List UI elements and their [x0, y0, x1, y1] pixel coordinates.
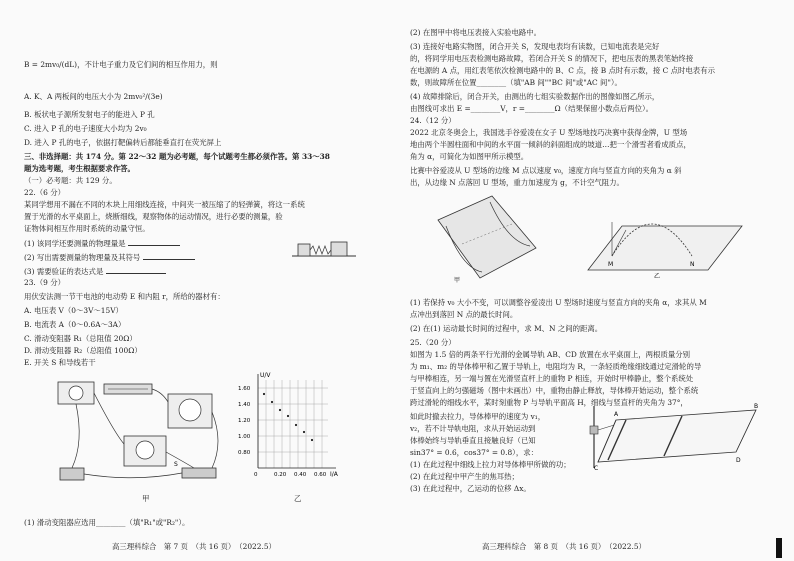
sub-question: (3) 在此过程中，乙运动的位移 Δx。 [410, 484, 531, 493]
text-line: 用伏安法测一节干电池的电动势 E 和内阻 r，所给的器材有： [24, 292, 225, 301]
option-b: B. 板状电子源所发射电子的能进入 P 孔 [24, 110, 155, 119]
sub-question-text: (2) 写出需要测量的物理量及其符号 [24, 253, 141, 262]
text-line: 地由两个半圆柱面和中间的水平面一倾斜的斜面组成的坡道…把一个滑雪者看成质点， [410, 140, 691, 149]
svg-text:A: A [614, 411, 619, 418]
text-line: 体棒始终与导轨垂直且接触良好（已知 [410, 436, 536, 445]
svg-text:N: N [690, 261, 695, 268]
figure-label: 乙 [654, 273, 661, 280]
graph-ytick: 1.00 [238, 434, 251, 440]
text-line: 出，从边缘 N 点落回 U 型场，重力加速度为 g，不计空气阻力。 [410, 178, 624, 187]
sub-question: (1) 在此过程中细线上拉力对导体棒甲所做的功； [410, 460, 571, 469]
graph-ytick: 1.60 [238, 386, 251, 392]
text-line: 数，则故障所在位置________（填"AB 间""BC 间"或"AC 间"）。 [410, 78, 622, 87]
text-line: 置于光滑的水平桌面上，烧断细线，观察物体的运动情况，进行必要的测量，验 [24, 212, 283, 221]
question-number: 24.（12 分） [410, 116, 456, 125]
question-number: 25.（20 分） [410, 338, 456, 347]
svg-text:B: B [754, 403, 759, 410]
figure-caption: 乙 [294, 494, 302, 503]
sub-question [24, 238, 180, 249]
text-line: 比赛中谷爱凌从 U 型场的边缘 M 点以速度 v₀，速度方向与竖直方向的夹角为 α 斜 [410, 166, 682, 175]
halfpipe-figure [432, 190, 542, 286]
graph-xtick: 0.60 [314, 472, 327, 478]
svg-text:M: M [608, 261, 614, 268]
sub-question: (2) 在图甲中将电压表接入实验电路中。 [410, 28, 542, 37]
sub-question [24, 266, 166, 277]
left-column [24, 10, 396, 538]
text-line: 点冲出到落回 N 点的最长时间。 [410, 310, 518, 319]
graph-ytick: 1.20 [238, 418, 251, 424]
equipment-item: D. 滑动变阻器 R₂（总阻值 100Ω） [24, 346, 142, 355]
sub-question: (4) 故障排除后，闭合开关，由测出的七组实验数据作出的图像如图乙所示， [410, 92, 660, 101]
section-heading: 三、非选择题：共 174 分。第 22～32 题为必考题，每个试题考生都必须作答。第 33～38 [24, 152, 330, 161]
svg-text:C: C [594, 465, 599, 472]
trajectory-figure [582, 196, 752, 280]
sub-question: (3) 连接好电路实物图，闭合开关 S，发现电表均有读数，已知电流表是完好 [410, 42, 660, 51]
graph-ytick: 1.40 [238, 402, 251, 408]
ui-graph [236, 370, 352, 490]
graph-xlabel: I/A [330, 471, 338, 478]
text-line: 如此时撤去拉力，导体棒甲的速度为 v₁， [410, 412, 546, 421]
answer-blank [128, 238, 180, 246]
sub-question: (1) 滑动变阻器应选用________（填"R₁"或"R₂"）。 [24, 518, 190, 527]
sub-question: (1) 若保持 v₀ 大小不变，可以调整谷爱凌出 U 型场时速度与竖直方向的夹角 α，求其从 M [410, 298, 707, 307]
graph-ytick: 0.80 [238, 450, 251, 456]
answer-blank [106, 266, 166, 274]
equipment-item: E. 开关 S 和导线若干 [24, 358, 96, 367]
option-d: D. 进入 P 孔的电子，依据打靶偏转后都能垂直打在荧光屏上 [24, 138, 222, 147]
text-line: 某同学想用不漏在不同的木块上用细线连接，中间夹一被压缩了的轻弹簧，将这一系统 [24, 200, 305, 209]
section-heading-cont: 题为选考题，考生根据要求作答。 [24, 164, 135, 173]
spring-blocks-figure [292, 236, 356, 260]
option-a: A. K、A 两板间的电压大小为 2mv₀²/(3e) [24, 92, 163, 101]
text-line: 2022 北京冬奥会上，我国选手谷爱凌在女子 U 型场地技巧决赛中获得金牌，U 型场 [410, 128, 688, 137]
text-line: 由图线可求出 E =________V，r =________Ω（结果保留小数点后两位）。 [410, 104, 654, 113]
svg-text:S: S [174, 461, 178, 468]
text-line: 证物体间相互作用时系统的动量守恒。 [24, 224, 150, 233]
graph-xtick: 0.40 [294, 472, 307, 478]
equipment-item: A. 电压表 V（0～3V～15V） [24, 306, 123, 315]
graph-xtick: 0.20 [274, 472, 287, 478]
graph-ylabel: U/V [260, 372, 271, 379]
text-line: 与甲棒相连，另一端与置在光滑竖直杆上的重物 P 相连，开始时甲棒静止，整个系统处 [410, 374, 694, 383]
text-line: 角为 α，可简化为如图甲所示模型。 [410, 152, 529, 161]
text-line: sin37° = 0.6，cos37° = 0.8），求： [410, 448, 539, 457]
figure-caption: 甲 [142, 494, 150, 503]
question-number: 23.（9 分） [24, 278, 65, 287]
page-footer-left: 高三理科综合 第 7 页 （共 16 页） （2022.5） [112, 542, 276, 551]
text-line: 跨过滑轮的细线水平，某时刻重物 P 与导轨平面高 H，细线与竖直杆的夹角为 37°， [410, 398, 688, 407]
circuit-figure [54, 372, 234, 490]
text-line: 的，将同学用电压表检测电路故障，若闭合开关 S 的情况下，把电压表的黑表笔始终接 [410, 54, 694, 63]
sub-question: (2) 在(1) 运动最长时间的过程中，求 M、N 之间的距离。 [410, 324, 603, 333]
figure-label: 甲 [454, 277, 461, 284]
question-number: 22.（6 分） [24, 188, 65, 197]
text-line: 在电源的 A 点，用红表笔依次检测电路中的 B、C 点，接 B 点时有示数，接 C 点时电表有示 [410, 66, 715, 75]
sub-question-text: (1) 该同学还要测量的物理量是 [24, 239, 126, 248]
sub-question [24, 252, 195, 263]
page-footer-right: 高三理科综合 第 8 页 （共 16 页） （2022.5） [482, 542, 646, 551]
text-line: v₂，若不计导轨电阻，求从开始运动到 [410, 424, 536, 433]
equipment-item: B. 电流表 A（0～0.6A～3A） [24, 320, 126, 329]
graph-xtick: 0 [254, 472, 258, 478]
text-line: 如图为 1.5 倍的两条平行光滑的金属导轨 AB、CD 放置在水平桌面上，两根质量分别 [410, 350, 691, 359]
option-c: C. 进入 P 孔的电子速度大小均为 2v₀ [24, 124, 147, 133]
right-column [410, 10, 782, 538]
text-line: 为 m₁、m₂ 的导体棒甲和乙置于导轨上，电阻均为 R，一条轻质绝缘细线通过定滑轮的导 [410, 362, 702, 371]
svg-text:D: D [736, 457, 741, 464]
sub-question-text: (3) 需要验证的表达式是 [24, 267, 104, 276]
answer-blank [143, 252, 195, 260]
sub-question: (2) 在此过程中甲产生的焦耳热； [410, 472, 519, 481]
subsection-heading: （一）必考题：共 129 分。 [24, 176, 117, 185]
text-line: 于竖直向上的匀强磁场（图中未画出）中，重物由静止释放，导体棒开始运动，整个系统 [410, 386, 699, 395]
rails-figure [586, 396, 762, 472]
text-line: B = 2mv₀/(dL)，不计电子重力及它们间的相互作用力，则 [24, 60, 218, 69]
equipment-item: C. 滑动变阻器 R₁（总阻值 20Ω） [24, 334, 137, 343]
scan-mark [776, 538, 782, 558]
